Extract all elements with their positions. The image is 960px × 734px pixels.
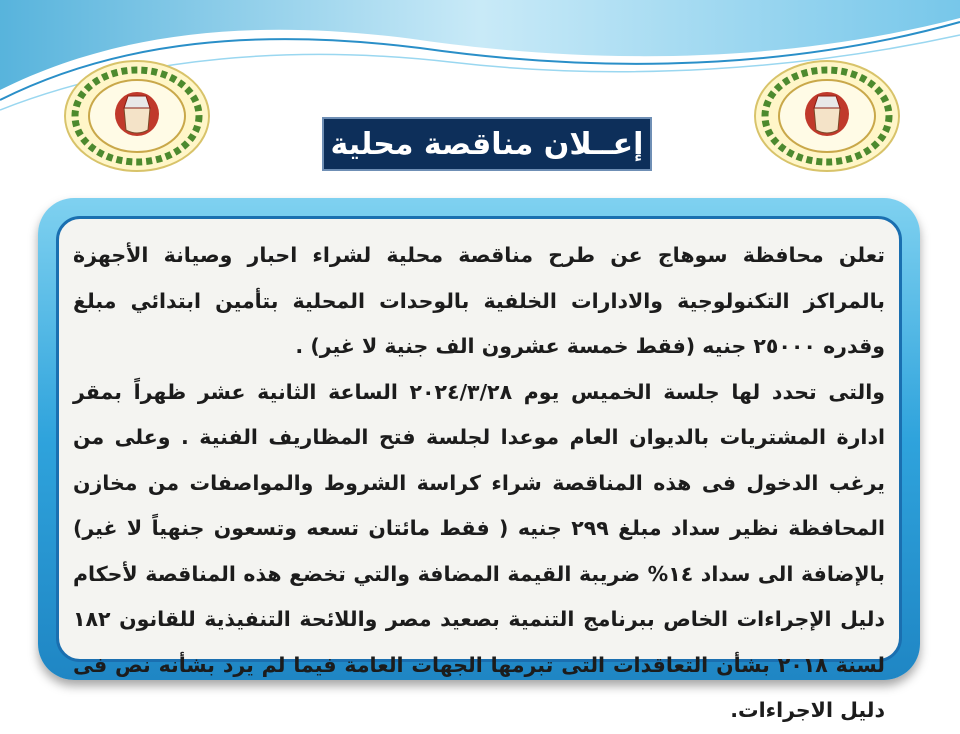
announcement-title-box [322,117,652,171]
announcement-paper [56,216,902,722]
announcement-body [73,233,885,734]
sohag-emblem-right [752,58,902,173]
sohag-emblem-left [62,58,212,173]
announcement-paragraph-2: والتى تحدد لها جلسة الخميس يوم ٢٠٢٤/٣/٢٨ الساعة الثانية عشر ظهراً بمقر ادارة المشتريات بالديوان العام موعدا لجلسة فتح المظاريف الفنية . وعلى من يرغب الدخول فى هذه المناقصة شراء كراسة الشروط والمواصفات من مخازن المحافظة نظير سداد مبلغ ٢٩٩ جنيه ( فقط مائتان تسعه وتسعون جنهياً لا غير) بالإضافة الى سداد ١٤% ضريبة القيمة المضافة والتي تخضع هذه المناقصة لأحكام دليل الإجراءات الخاص ببرنامج التنمية بصعيد مصر واللائحة التنفيذية للقانون ١٨٢ لسنة ٢٠١٨ بشأن التعاقدات التى تبرمها الجهات العامة فيما لم يرد بشأنه نص فى دليل الاجراءات. [73,379,885,722]
announcement-paragraph-1: تعلن محافظة سوهاج عن طرح مناقصة محلية لشراء احبار وصيانة الأجهزة بالمراكز التكنولوجية والادارات الخلفية بالوحدات المحلية بتأمين ابتدائي مبلغ وقدره ٢٥٠٠٠ جنيه (فقط خمسة عشرون الف جنية لا غير) . [73,243,885,358]
announcement-frame [38,198,920,722]
announcement-title: إعــلان مناقصة محلية [330,126,644,162]
